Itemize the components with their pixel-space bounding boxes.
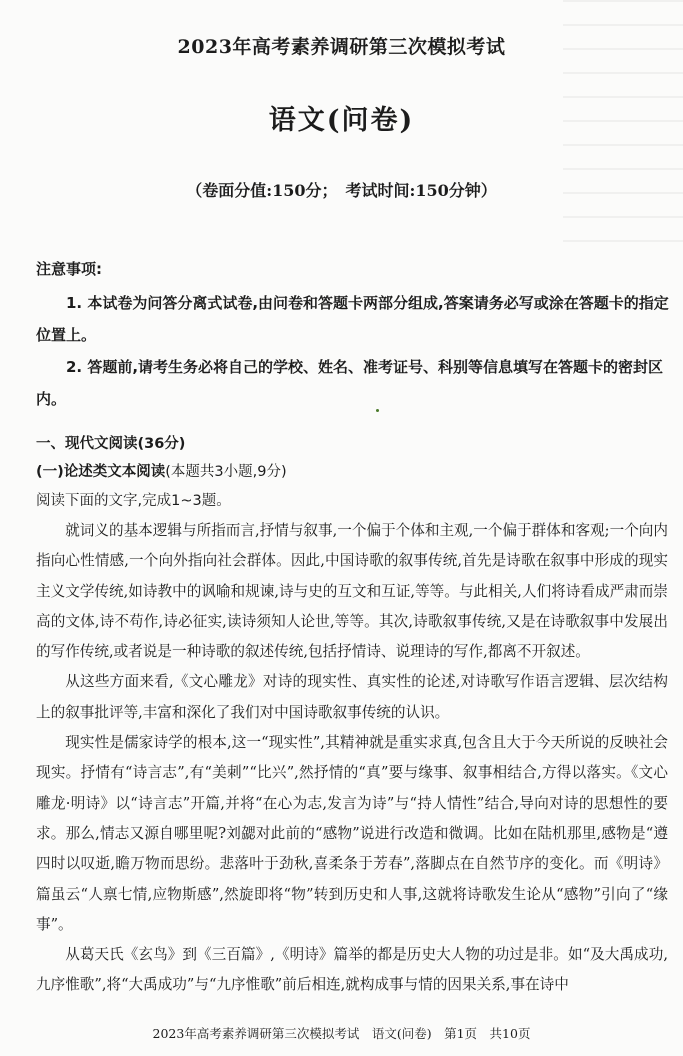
subsection-note: (本题共3小题,9分) — [165, 464, 287, 480]
passage-paragraph: 就词义的基本逻辑与所指而言,抒情与叙事,一个偏于个体和主观,一个偏于群体和客观;一个向内指向心性情感,一个向外指向社会群体。因此,中国诗歌的叙事传统,首先是诗歌在叙事中形成的现实主义文学传统,如诗教中的讽喻和规谏,诗与史的互文和互证,等等。与此相关,人们将诗看成严肃而崇高的文体,诗不苟作,诗必征实,读诗须知人论世,等等。其次,诗歌叙事传统,又是在诗歌叙事中发展出的写作传统,或者说是一种诗歌的叙述传统,包括抒情诗、说理诗的写作,都离不开叙述。 — [36, 522, 668, 661]
section-heading: 一、现代文阅读(36分) — [36, 436, 186, 452]
subject-title: 语文(问卷) — [268, 105, 415, 136]
reading-passage — [36, 516, 668, 1001]
passage-paragraph: 现实性是儒家诗学的根本,这一“现实性”,其精神就是重实求真,包含且大于今天所说的反映社会现实。抒情有“诗言志”,有“美刺”“比兴”,然抒情的“真”要与缘事、叙事相结合,方得以落实。《文心雕龙·明诗》以“诗言志”开篇,并将“在心为志,发言为诗”与“持人情性”结合,导向对诗的思想性的要求。那么,情志又源自哪里呢?刘勰对此前的“感物”说进行改造和微调。比如在陆机那里,感物是“遵四时以叹逝,瞻万物而思纷。悲落叶于劲秋,喜柔条于芳春”,落脚点在自然节序的变化。而《明诗》篇虽云“人禀七情,应物斯感”,然旋即将“物”转到历史和人事,这就将诗歌发生论从“感物”引向了“缘事”。 — [36, 734, 668, 933]
subsection-heading — [36, 460, 676, 481]
passage-paragraph: 从葛天氏《玄鸟》到《三百篇》,《明诗》篇举的都是历史大人物的功过是非。如“及大禹成功,九序惟歌”,将“大禹成功”与“九序惟歌”前后相连,就构成事与情的因果关系,事在诗中 — [36, 946, 668, 994]
notice-heading: 注意事项: — [36, 260, 102, 278]
reading-instruction: 阅读下面的文字,完成1~3题。 — [36, 493, 231, 509]
exam-title: 2023年高考素养调研第三次模拟考试 — [177, 36, 506, 58]
notice-item: 2. 答题前,请考生务必将自己的学校、姓名、准考证号、科别等信息填写在答题卡的密封区内。 — [36, 358, 664, 408]
notice-item: 1. 本试卷为问答分离式试卷,由问卷和答题卡两部分组成,答案请务必写或涂在答题卡的指定位置上。 — [36, 294, 669, 344]
speck — [376, 409, 379, 412]
page-footer: 2023年高考素养调研第三次模拟考试 语文(问卷) 第1页 共10页 — [152, 1026, 531, 1041]
score-time-info: （卷面分值:150分； 考试时间:150分钟） — [186, 181, 497, 200]
subsection-label: (一)论述类文本阅读 — [36, 464, 166, 480]
notice-list — [36, 287, 676, 415]
passage-paragraph: 从这些方面来看,《文心雕龙》对诗的现实性、真实性的论述,对诗歌写作语言逻辑、层次结构上的叙事批评等,丰富和深化了我们对中国诗歌叙事传统的认识。 — [36, 673, 668, 721]
